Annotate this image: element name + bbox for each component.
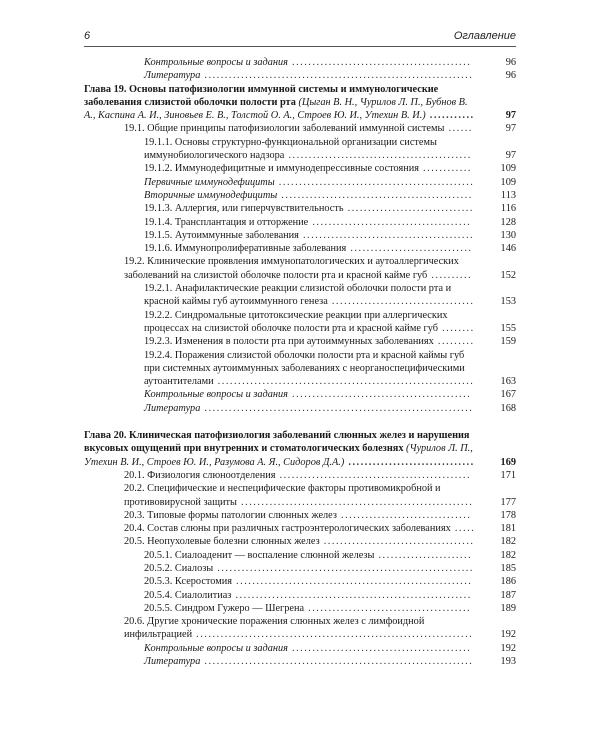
toc-entry-text: 20.5.2. Сиалозы bbox=[144, 562, 214, 574]
toc-page-number: 109 bbox=[500, 176, 516, 188]
toc-page-number: 192 bbox=[500, 642, 516, 654]
toc-page-number: 146 bbox=[500, 243, 516, 255]
toc-entry-text: Контрольные вопросы и задания bbox=[144, 642, 288, 654]
toc-page-number: 171 bbox=[500, 469, 516, 481]
leader-dots: ................................................ bbox=[274, 176, 475, 188]
leader-dots: ................................... bbox=[327, 296, 475, 308]
toc-entry-text: 20.5.3. Ксеростомия bbox=[144, 576, 232, 588]
toc-page-number: 155 bbox=[500, 322, 516, 334]
toc-page-number: 189 bbox=[500, 602, 516, 614]
toc-entry-text: 20.4. Состав слюны при различных гастроэнтерологических заболеваниях bbox=[124, 523, 451, 535]
toc-entry-text: Контрольные вопросы и задания bbox=[144, 57, 288, 68]
toc-entry-text: 20.1. Физиология слюноотделения bbox=[124, 469, 276, 481]
toc-entry[interactable] bbox=[144, 589, 516, 602]
toc-entry-text: 19.1.2. Иммунодефицитные и иммунодепрессивные состояния bbox=[144, 163, 419, 175]
leader-dots: .................................................................... bbox=[192, 629, 474, 641]
leader-dots: .............................. bbox=[346, 243, 473, 255]
toc-entry[interactable] bbox=[144, 562, 516, 575]
leader-dots: ........ bbox=[438, 322, 475, 334]
toc-entry-text: 19.2. Клинические проявления иммунопатологических и аутоаллергических заболеваний на слизистой оболочке полости рта и красной кайме губ bbox=[124, 256, 459, 281]
toc-entry-text: 19.1.3. Аллергия, или гиперчувствительность bbox=[144, 203, 344, 215]
toc-entry-text: 20.5.5. Синдром Гужеро — Шегрена bbox=[144, 602, 305, 614]
toc-entry[interactable] bbox=[124, 615, 516, 642]
chapter-title: Клиническая патофизиология заболеваний слюнных желез и нарушения вкусовых ощущений при внутренних и стоматологических болезнях bbox=[84, 430, 470, 455]
toc-entry-text: 20.5.4. Сиалолитиаз bbox=[144, 589, 232, 601]
toc-page-number: 181 bbox=[500, 523, 516, 535]
toc-page-number: 152 bbox=[500, 269, 516, 281]
toc-page-number: 113 bbox=[500, 189, 516, 201]
toc-page-number: 182 bbox=[500, 549, 516, 561]
toc-entry[interactable] bbox=[144, 549, 516, 562]
toc-entry[interactable] bbox=[144, 162, 516, 175]
toc-entry-text: 20.5. Неопухолевые болезни слюнных желез bbox=[124, 536, 320, 548]
toc-page-number: 163 bbox=[500, 376, 516, 388]
leader-dots: ............................................ bbox=[287, 389, 472, 401]
toc-entry[interactable] bbox=[124, 482, 516, 509]
leader-dots: .......................................................... bbox=[231, 576, 473, 588]
toc-entry-text: 19.1.1. Основы структурно-функциональной организации системы иммунобиологического надзора bbox=[144, 136, 437, 162]
toc-page-number: 153 bbox=[500, 296, 516, 308]
toc-entry-text: Вторичные иммунодефициты bbox=[144, 189, 278, 201]
chapter-label: Глава 19. bbox=[84, 83, 130, 95]
leader-dots: ....................... bbox=[374, 549, 473, 561]
toc-entry-text: 20.2. Специфические и неспецифические факторы противомикробной и противовирусной защиты bbox=[124, 483, 441, 508]
toc-entry[interactable] bbox=[124, 255, 516, 282]
toc-entry[interactable] bbox=[144, 388, 516, 401]
toc-entry-text: 19.2.2. Синдромальные цитотоксические реакции при аллергических процессах на слизистой оболочке полости рта и красной кайме губ bbox=[144, 309, 448, 334]
toc-page-number: 97 bbox=[505, 110, 516, 122]
leader-dots: ............................................... bbox=[277, 189, 473, 201]
toc-entry[interactable] bbox=[124, 509, 516, 522]
toc-entry[interactable] bbox=[144, 202, 516, 215]
page-number: 6 bbox=[84, 30, 91, 42]
toc-entry[interactable] bbox=[144, 575, 516, 588]
leader-dots: ............................................ bbox=[287, 57, 472, 68]
leader-dots: ............................................... bbox=[275, 469, 472, 481]
leader-dots: ......... bbox=[433, 336, 475, 348]
toc-entry[interactable] bbox=[144, 216, 516, 229]
leader-dots: .......................................................... bbox=[231, 589, 472, 601]
leader-dots: ........... bbox=[425, 110, 475, 122]
toc-entry-text bbox=[84, 84, 468, 122]
toc-page-number: 167 bbox=[500, 389, 516, 401]
chapter-authors: (Чурилов Л. П., Утехин В. И., Строев Ю. И., Разумова А. Я., Сидоров Д.А.) bbox=[84, 443, 473, 468]
toc-page-number: 169 bbox=[500, 456, 516, 468]
toc-page-number: 168 bbox=[500, 402, 516, 414]
toc-entry[interactable] bbox=[124, 535, 516, 548]
toc-page-number: 192 bbox=[500, 629, 516, 641]
toc-entry[interactable] bbox=[144, 229, 516, 242]
toc-entry-text: 20.5.1. Сиалоаденит — воспаление слюнной железы bbox=[144, 549, 375, 561]
toc-entry[interactable] bbox=[124, 122, 516, 135]
toc-entry-text: 19.2.3. Изменения в полости рта при аутоиммунных заболеваниях bbox=[144, 336, 434, 348]
toc-entry-text: 20.6. Другие хронические поражения слюнных желез с лимфоидной инфильтрацией bbox=[124, 616, 425, 641]
toc-page-number: 96 bbox=[505, 70, 516, 82]
leader-dots: ....................................... bbox=[308, 216, 472, 228]
chapter-title: Основы патофизиологии иммунной системы и иммунологические заболевания слизистой оболочки полости рта bbox=[84, 83, 439, 108]
leader-dots: ................................ bbox=[336, 509, 472, 521]
toc-entry[interactable] bbox=[144, 402, 516, 415]
toc-entry[interactable] bbox=[144, 242, 516, 255]
toc-entry-text: Литература bbox=[144, 656, 201, 668]
toc-entry[interactable] bbox=[144, 655, 516, 668]
running-header bbox=[84, 30, 516, 46]
toc-page-number: 128 bbox=[500, 216, 516, 228]
toc-entry-text: 19.1.4. Трансплантация и отторжение bbox=[144, 216, 309, 228]
toc-page-number: 96 bbox=[505, 57, 516, 68]
toc-page-number: 116 bbox=[500, 203, 516, 215]
leader-dots: ...... bbox=[444, 123, 473, 135]
toc-page-number: 97 bbox=[505, 123, 516, 135]
toc-entry[interactable] bbox=[144, 335, 516, 348]
toc-page-number: 109 bbox=[500, 163, 516, 175]
leader-dots: ........................................ bbox=[304, 602, 472, 614]
toc-entry[interactable] bbox=[144, 602, 516, 615]
leader-dots: ............................... bbox=[344, 456, 475, 468]
toc-entry[interactable] bbox=[144, 309, 516, 336]
toc-entry[interactable] bbox=[144, 176, 516, 189]
toc-entry-text: 19.2.4. Поражения слизистой оболочки полости рта и красной каймы губ при системных аутоиммунных заболеваниях с неорганоспецифическими аутоантителами bbox=[144, 349, 465, 388]
toc-entry-text: Первичные иммунодефициты bbox=[144, 176, 275, 188]
chapter-authors: (Цыган В. Н., Чурилов Л. П., Бубнов В. А., Каспина А. И., Зиновьев Е. В., Толстой О. А., Строев Ю. И., Утехин В. И.) bbox=[84, 96, 468, 122]
toc-entry[interactable] bbox=[144, 69, 516, 82]
toc-entry[interactable] bbox=[124, 522, 516, 535]
toc-entry-text: 19.2.1. Анафилактические реакции слизистой оболочки полости рта и красной каймы губ аутоиммунного генеза bbox=[144, 283, 452, 308]
toc-entry[interactable] bbox=[144, 136, 516, 163]
toc-entry[interactable] bbox=[124, 469, 516, 482]
toc-entry[interactable] bbox=[144, 189, 516, 202]
leader-dots: .................................................................. bbox=[200, 402, 474, 414]
header-rule bbox=[84, 46, 516, 47]
toc-entry[interactable] bbox=[144, 282, 516, 309]
leader-dots: ............................................. bbox=[284, 150, 472, 162]
leader-dots: ............................................ bbox=[287, 642, 472, 654]
toc-page-number: 97 bbox=[505, 150, 516, 162]
toc-page-number: 177 bbox=[500, 496, 516, 508]
leader-dots: ............................................................... bbox=[213, 562, 474, 574]
toc-page-number: 185 bbox=[500, 562, 516, 574]
section-gap bbox=[84, 415, 516, 429]
toc-entry-text: 19.1. Общие принципы патофизиологии заболеваний иммунной системы bbox=[124, 123, 445, 135]
table-of-contents bbox=[84, 56, 516, 668]
toc-page-number: 159 bbox=[500, 336, 516, 348]
leader-dots: ............................................................... bbox=[213, 376, 475, 388]
toc-page-number: 193 bbox=[500, 656, 516, 668]
toc-page-number: 182 bbox=[500, 536, 516, 548]
leader-dots: .......................................... bbox=[298, 229, 475, 241]
toc-entry-text: 20.3. Типовые формы патологии слюнных желез bbox=[124, 509, 337, 521]
toc-entry-text: 19.1.5. Аутоиммунные заболевания bbox=[144, 229, 299, 241]
leader-dots: ............................... bbox=[343, 203, 474, 215]
leader-dots: .................................................................. bbox=[200, 656, 474, 668]
leader-dots: .......... bbox=[427, 269, 473, 281]
leader-dots: ............ bbox=[418, 163, 472, 175]
toc-chapter-entry[interactable] bbox=[84, 429, 516, 469]
toc-entry[interactable] bbox=[144, 56, 516, 69]
toc-chapter-entry[interactable] bbox=[84, 83, 516, 123]
toc-page-number: 186 bbox=[500, 576, 516, 588]
leader-dots: .................................................................. bbox=[200, 70, 474, 82]
toc-entry[interactable] bbox=[144, 642, 516, 655]
toc-entry-text: 19.1.6. Иммунопролиферативные заболевания bbox=[144, 243, 347, 255]
leader-dots: ......................................................... bbox=[236, 496, 474, 508]
section-title: Оглавление bbox=[453, 30, 516, 42]
toc-page-number: 130 bbox=[500, 229, 516, 241]
toc-entry-text: Литература bbox=[144, 70, 201, 82]
toc-page-number: 187 bbox=[500, 589, 516, 601]
leader-dots: ..... bbox=[450, 523, 476, 535]
toc-page-number: 178 bbox=[500, 509, 516, 521]
toc-entry-text: Литература bbox=[144, 402, 201, 414]
leader-dots: ..................................... bbox=[319, 536, 475, 548]
toc-entry[interactable] bbox=[144, 349, 516, 389]
chapter-label: Глава 20. bbox=[84, 430, 130, 442]
toc-entry-text: Контрольные вопросы и задания bbox=[144, 389, 288, 401]
